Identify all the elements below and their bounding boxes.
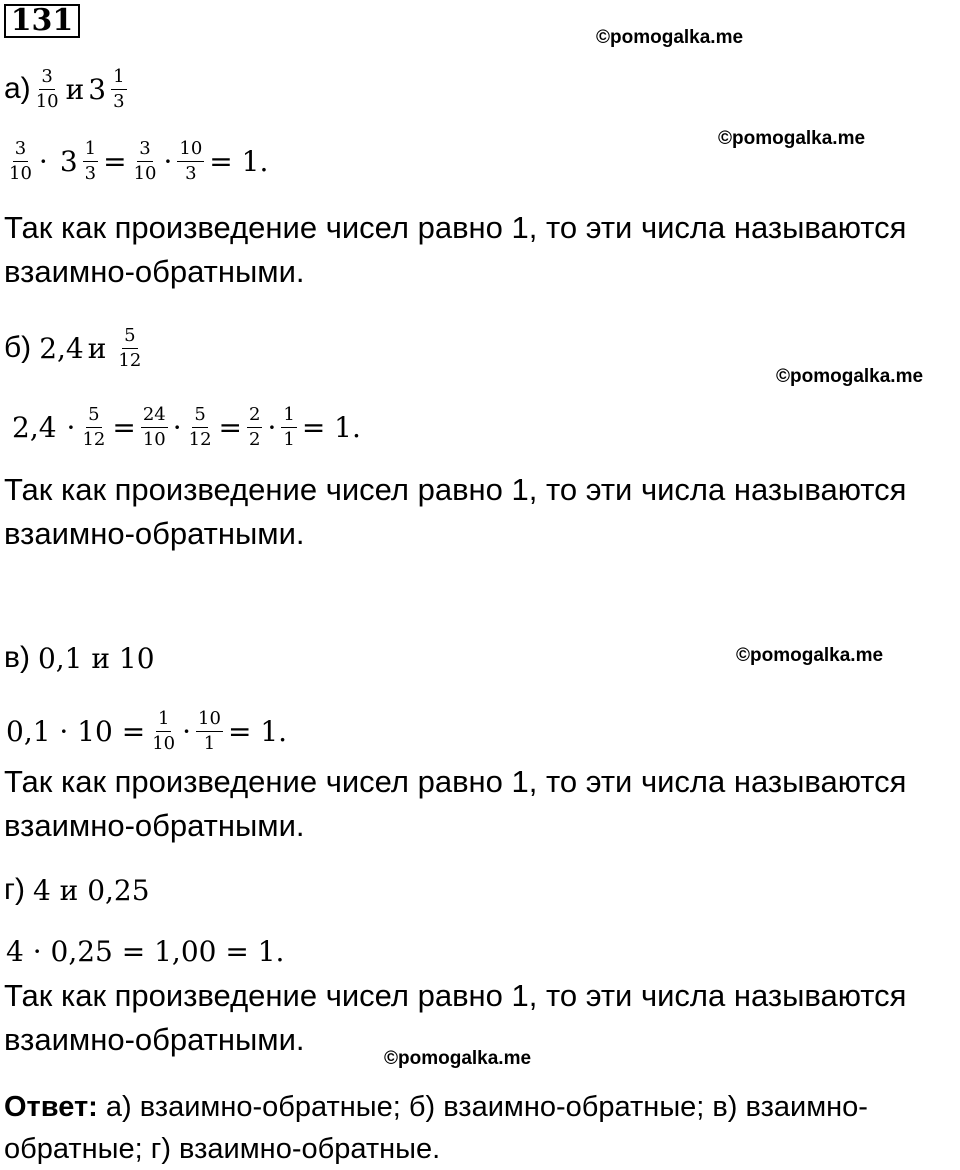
- part-d-header: [4, 868, 152, 912]
- operator: ·: [182, 714, 192, 748]
- result: = 1.: [227, 714, 288, 748]
- fraction: $\frac{3}{10}$: [133, 137, 157, 184]
- fraction: $\frac{1}{3}$: [113, 65, 125, 112]
- part-a-label: а): [4, 72, 31, 105]
- watermark: ©pomogalka.me: [776, 366, 924, 387]
- watermark: ©pomogalka.me: [596, 27, 744, 48]
- answer: [4, 1086, 959, 1170]
- explanation-line: Так как произведение чисел равно 1, то эти числа называются: [4, 472, 907, 507]
- fraction: $\frac{2}{2}$: [249, 403, 261, 450]
- conjunction: и: [65, 72, 85, 106]
- explanation-line: взаимно-обратными.: [4, 516, 305, 551]
- operator: =: [103, 144, 127, 178]
- part-b-header: [4, 316, 146, 380]
- operator: ·: [163, 144, 173, 178]
- expression: 4 · 0,25 = 1,00 = 1.: [6, 934, 285, 968]
- part-a-calculation: [4, 126, 270, 196]
- number: 2,4: [39, 331, 84, 365]
- explanation-line: Так как произведение чисел равно 1, то эти числа называются: [4, 210, 907, 245]
- part-b-label: б): [4, 331, 32, 364]
- operator: ·: [38, 144, 48, 178]
- operator: ·: [172, 410, 182, 444]
- result: = 1.: [301, 410, 361, 444]
- explanation-line: Так как произведение чисел равно 1, то эти числа называются: [4, 978, 907, 1013]
- watermark: ©pomogalka.me: [736, 645, 884, 666]
- explanation-b: [4, 468, 906, 556]
- explanation-line: Так как произведение чисел равно 1, то эти числа называются: [4, 764, 907, 799]
- header-expression: 4 и 0,25: [32, 873, 150, 907]
- fraction: $\frac{1}{1}$: [283, 403, 295, 450]
- conjunction: и: [87, 331, 107, 365]
- fraction: $\frac{1}{3}$: [84, 137, 97, 184]
- explanation-d: [4, 974, 906, 1062]
- whole-part: 3: [59, 144, 78, 178]
- operator: =: [218, 410, 242, 444]
- fraction: $\frac{10}{1}$: [198, 707, 221, 754]
- fraction: $\frac{5}{12}$: [82, 403, 106, 450]
- fraction: $\frac{3}{10}$: [35, 65, 59, 112]
- explanation-c: [4, 760, 906, 848]
- answer-text: обратные; г) взаимно-обратные.: [4, 1133, 441, 1165]
- part-b-calculation: [10, 392, 363, 462]
- watermark: ©pomogalka.me: [718, 128, 866, 149]
- answer-text: а) взаимно-обратные; б) взаимно-обратные; в) взаимно-: [97, 1091, 868, 1123]
- operator: ·: [267, 410, 277, 444]
- watermark: ©pomogalka.me: [384, 1048, 532, 1069]
- fraction: $\frac{24}{10}$: [142, 403, 166, 450]
- number: 2,4: [12, 410, 57, 444]
- explanation-line: взаимно-обратными.: [4, 254, 305, 289]
- operator: ·: [66, 410, 76, 444]
- header-expression: 0,1 и 10: [37, 641, 155, 675]
- fraction: $\frac{10}{3}$: [179, 137, 203, 184]
- part-a-header: [4, 56, 130, 122]
- part-c-calculation: [4, 696, 289, 766]
- part-c-header: [4, 636, 157, 680]
- part-c-label: в): [4, 641, 30, 674]
- part-d-calculation: [4, 928, 286, 974]
- fraction: $\frac{5}{12}$: [118, 324, 142, 371]
- whole-part: 3: [88, 72, 107, 106]
- expression: 0,1 · 10 =: [6, 714, 146, 748]
- answer-label: Ответ:: [4, 1091, 98, 1123]
- part-d-label: г): [4, 873, 25, 906]
- explanation-a: [4, 206, 906, 294]
- problem-number: 131: [4, 4, 80, 38]
- explanation-line: взаимно-обратными.: [4, 1022, 305, 1057]
- fraction: $\frac{3}{10}$: [9, 137, 32, 184]
- explanation-line: взаимно-обратными.: [4, 808, 305, 843]
- fraction: $\frac{5}{12}$: [188, 403, 212, 450]
- fraction: $\frac{1}{10}$: [152, 707, 176, 754]
- result: = 1.: [209, 144, 269, 178]
- operator: =: [112, 410, 136, 444]
